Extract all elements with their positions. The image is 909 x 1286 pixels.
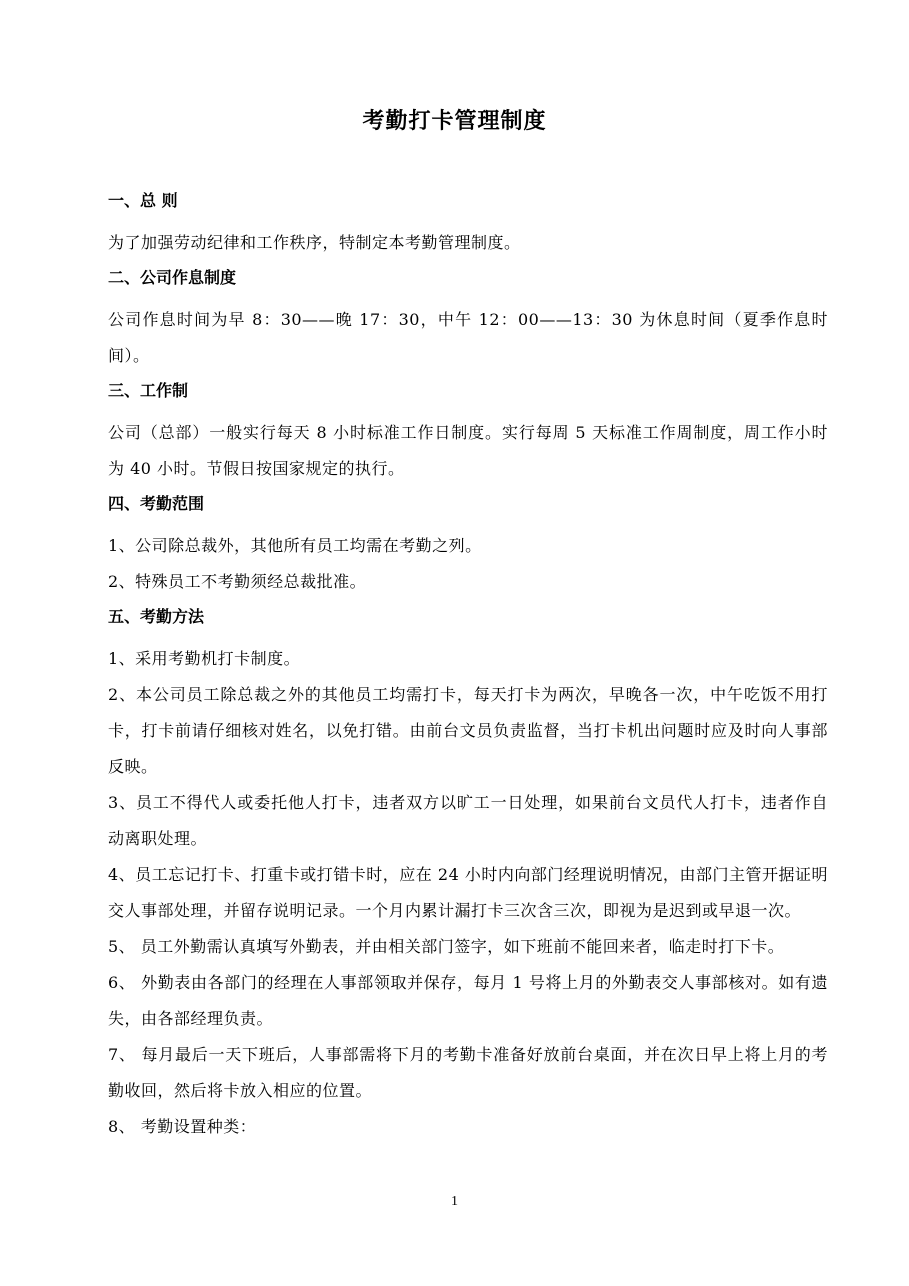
paragraph: 5、 员工外勤需认真填写外勤表，并由相关部门签字，如下班前不能回来者，临走时打下卡。 [108,937,785,956]
paragraph: 3、员工不得代人或委托他人打卡，违者双方以旷工一日处理，如果前台文员代人打卡，违者作自动离职处理。 [108,793,828,848]
page-number: 1 [451,1194,458,1209]
paragraph: 2、本公司员工除总裁之外的其他员工均需打卡，每天打卡为两次，早晚各一次，中午吃饭不用打卡，打卡前请仔细核对姓名，以免打错。由前台文员负责监督，当打卡机出问题时应及时向人事部反映。 [108,685,828,776]
section-heading-scope: 四、考勤范围 [108,494,205,513]
paragraph: 7、 每月最后一天下班后，人事部需将下月的考勤卡准备好放前台桌面，并在次日早上将上月的考勤收回，然后将卡放入相应的位置。 [108,1045,828,1100]
paragraph: 公司作息时间为早 8：30——晚 17：30，中午 12：00——13：30 为休息时间（夏季作息时间）。 [108,310,828,365]
paragraph: 1、公司除总裁外，其他所有员工均需在考勤之列。 [108,536,482,555]
document-title: 考勤打卡管理制度 [362,108,547,134]
section-heading-work-system: 三、工作制 [108,381,189,400]
paragraph: 6、 外勤表由各部门的经理在人事部领取并保存，每月 1 号将上月的外勤表交人事部核对。如有遗失，由各部经理负责。 [108,973,828,1028]
paragraph: 为了加强劳动纪律和工作秩序，特制定本考勤管理制度。 [108,233,521,252]
paragraph: 8、 考勤设置种类： [108,1117,257,1136]
document-body [108,190,828,1145]
section-heading-general: 一、总 则 [108,191,178,210]
paragraph: 2、特殊员工不考勤须经总裁批准。 [108,572,367,591]
section-heading-method: 五、考勤方法 [108,607,205,626]
paragraph: 1、采用考勤机打卡制度。 [108,649,301,668]
section-heading-schedule: 二、公司作息制度 [108,268,237,287]
paragraph: 公司（总部）一般实行每天 8 小时标准工作日制度。实行每周 5 天标准工作周制度，周工作小时为 40 小时。节假日按国家规定的执行。 [108,423,828,478]
paragraph: 4、员工忘记打卡、打重卡或打错卡时，应在 24 小时内向部门经理说明情况，由部门主管开据证明交人事部处理，并留存说明记录。一个月内累计漏打卡三次含三次，即视为是迟到或早退一次。 [108,865,828,920]
